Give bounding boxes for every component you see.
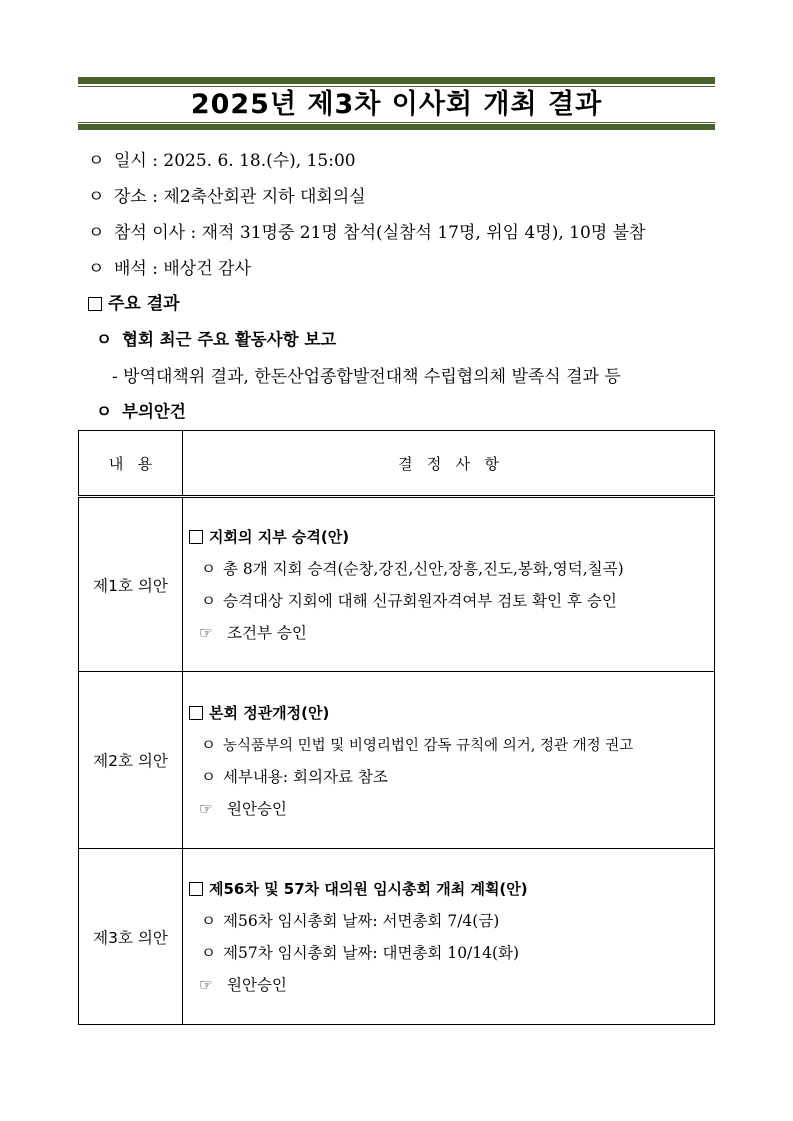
title-bar-top (78, 77, 715, 84)
bullet-icon: ㅇ (88, 187, 105, 207)
header-decision: 결 정 사 항 (183, 431, 715, 497)
agenda-item: ㅇ 승격대상 지회에 대해 신규회원자격여부 검토 확인 후 승인 (201, 589, 714, 611)
section-main-results: 주요 결과 (88, 293, 180, 315)
table-row (79, 497, 715, 672)
info-date: ㅇ 일시 : 2025. 6. 18.(수), 15:00 (88, 151, 356, 171)
agenda-item: ㅇ 제56차 임시총회 날짜: 서면총회 7/4(금) (201, 909, 714, 931)
header-content: 내 용 (79, 431, 183, 497)
bullet-icon: ㅇ (88, 151, 105, 171)
agenda-result: ☞ 원안승인 (199, 799, 287, 818)
checkbox-square-icon (189, 706, 203, 720)
bullet-icon: ㅇ (88, 259, 105, 279)
bullet-icon: ㅇ (96, 402, 112, 421)
pointing-hand-icon: ☞ (199, 976, 213, 994)
checkbox-square-icon (189, 530, 203, 544)
subsection-activity-report: ㅇ 협회 최근 주요 활동사항 보고 (96, 330, 337, 349)
checkbox-square-icon (88, 297, 102, 311)
agenda-result: ☞ 원안승인 (199, 976, 287, 994)
decision-cell (183, 497, 715, 672)
bullet-icon: ㅇ (201, 912, 216, 930)
table-row (79, 849, 715, 1025)
info-place: ㅇ 장소 : 제2축산회관 지하 대회의실 (88, 187, 366, 207)
agenda-label: 제3호 의안 (79, 849, 183, 1025)
activity-report-detail: - 방역대책위 결과, 한돈산업종합발전대책 수립협의체 발족식 결과 등 (112, 367, 621, 387)
bullet-icon: ㅇ (201, 944, 216, 962)
pointing-hand-icon: ☞ (199, 799, 213, 818)
agenda-label: 제2호 의안 (79, 672, 183, 849)
agenda-title: 지회의 지부 승격(안) (189, 526, 714, 547)
agenda-result: ☞ 조건부 승인 (199, 624, 307, 642)
table-header-row (79, 431, 715, 497)
agenda-label: 제1호 의안 (79, 497, 183, 672)
agenda-table (78, 430, 715, 1025)
bullet-icon: ㅇ (88, 223, 105, 243)
agenda-item: ㅇ 총 8개 지회 승격(순창,강진,신안,장흥,진도,봉화,영덕,칠곡) (201, 557, 714, 579)
decision-cell (183, 672, 715, 849)
info-observer: ㅇ 배석 : 배상건 감사 (88, 259, 251, 279)
bullet-icon: ㅇ (201, 560, 216, 578)
bullet-icon: ㅇ (201, 735, 216, 754)
page-title: 2025년 제3차 이사회 개최 결과 (190, 89, 603, 120)
pointing-hand-icon: ☞ (199, 624, 213, 642)
bullet-icon: ㅇ (96, 330, 112, 349)
checkbox-square-icon (189, 882, 203, 896)
decision-cell (183, 849, 715, 1025)
title-bar-bottom-line (78, 122, 715, 123)
table-row (79, 672, 715, 849)
agenda-title: 본회 정관개정(안) (189, 702, 714, 723)
agenda-item: ㅇ 농식품부의 민법 및 비영리법인 감독 규칙에 의거, 정관 개정 권고 (201, 733, 714, 755)
info-attendance: ㅇ 참석 이사 : 재적 31명중 21명 참석(실참석 17명, 위임 4명), 10명 불참 (88, 223, 646, 243)
bullet-icon: ㅇ (201, 592, 216, 610)
subsection-agenda: ㅇ 부의안건 (96, 402, 186, 421)
bullet-icon: ㅇ (201, 767, 216, 786)
agenda-item: ㅇ 세부내용: 회의자료 참조 (201, 765, 714, 787)
agenda-title: 제56차 및 57차 대의원 임시총회 개최 계획(안) (189, 878, 714, 899)
title-bar-bottom (78, 124, 715, 130)
agenda-item: ㅇ 제57차 임시총회 날짜: 대면총회 10/14(화) (201, 941, 714, 963)
